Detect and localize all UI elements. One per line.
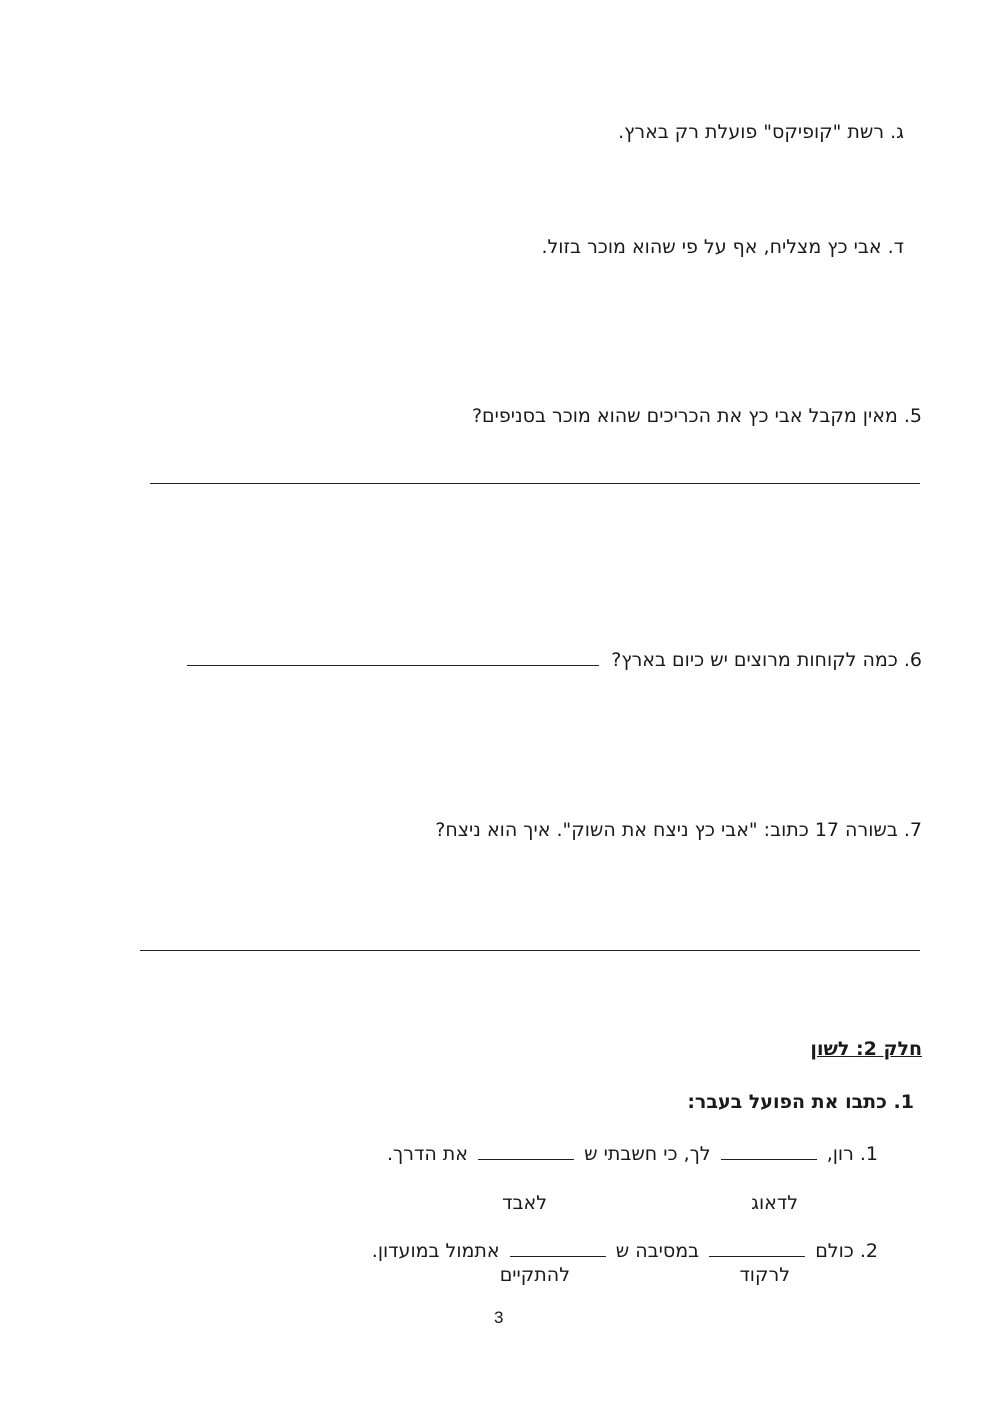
statement-g: ג. רשת "קופיקס" פועלת רק בארץ.	[618, 121, 904, 143]
sentence-2	[372, 1239, 878, 1263]
answer-line-q7[interactable]	[140, 950, 920, 951]
page-number: 3	[494, 1308, 504, 1327]
part-2-title: לשון	[810, 1038, 850, 1060]
answer-line-q5[interactable]	[150, 483, 920, 484]
part-2-heading	[810, 1037, 922, 1061]
sentence-2-part-b: אתמול במועדון.	[371, 1240, 500, 1262]
question-6-text: 6. כמה לקוחות מרוצים יש כיום בארץ?	[611, 649, 922, 671]
sentence-1-hint-2: לאבד	[502, 1192, 547, 1214]
sentence-2-number: 2. כולם	[815, 1240, 878, 1262]
question-5: 5. מאין מקבל אבי כץ את הכריכים שהוא מוכר בסניפים?	[471, 405, 922, 427]
sentence-1-hint-1: לדאוג	[751, 1192, 798, 1214]
sentence-2-blank-1[interactable]	[709, 1240, 805, 1257]
sentence-1	[387, 1142, 878, 1166]
sentence-2-blank-2[interactable]	[510, 1240, 606, 1257]
statement-d: ד. אבי כץ מצליח, אף על פי שהוא מוכר בזול.	[541, 236, 904, 258]
sentence-1-blank-2[interactable]	[478, 1143, 574, 1160]
part-2-label: חלק 2:	[856, 1038, 922, 1060]
sentence-2-hint-2: להתקיים	[499, 1264, 570, 1286]
exercise-instruction: 1. כתבו את הפועל בעבר:	[687, 1091, 914, 1113]
question-6	[187, 648, 922, 672]
question-7: 7. בשורה 17 כתוב: "אבי כץ ניצח את השוק". איך הוא ניצח?	[435, 819, 922, 841]
sentence-1-part-a: לך, כי חשבתי ש	[584, 1143, 711, 1165]
sentence-2-hint-1: לרקוד	[739, 1264, 790, 1286]
sentence-1-part-b: את הדרך.	[387, 1143, 468, 1165]
sentence-2-part-a: במסיבה ש	[615, 1240, 700, 1262]
sentence-1-number: 1. רון,	[826, 1143, 878, 1165]
answer-line-q6[interactable]	[187, 649, 599, 666]
sentence-1-blank-1[interactable]	[721, 1143, 817, 1160]
